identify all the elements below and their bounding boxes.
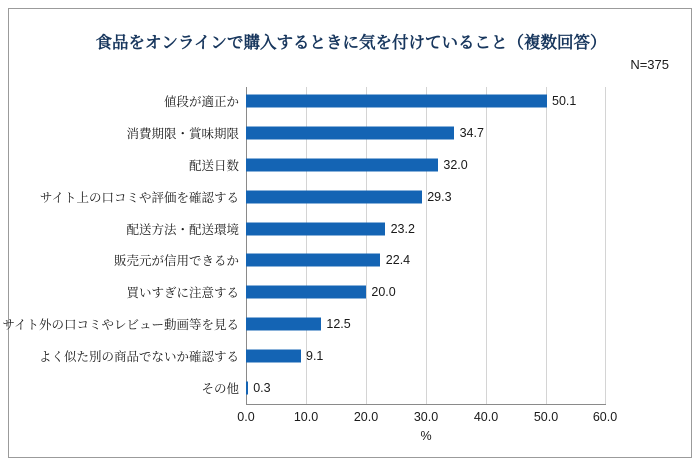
bar	[246, 95, 547, 108]
category-label: サイト上の口コミや評価を確認する	[39, 190, 239, 205]
x-axis-label: %	[420, 429, 432, 443]
value-label: 34.7	[459, 126, 484, 141]
bar-row	[126, 214, 606, 243]
x-tick-label: 10.0	[293, 410, 319, 424]
value-label: 9.1	[306, 348, 324, 363]
category-label: サイト外の口コミやレビュー動画等を見る	[2, 318, 239, 333]
x-tick-label: 30.0	[413, 410, 439, 424]
bar-row	[113, 246, 606, 275]
plot-area	[2, 87, 618, 424]
bar	[246, 381, 248, 394]
value-label: 20.0	[371, 285, 396, 300]
value-label: 0.3	[253, 380, 271, 395]
bar-row	[126, 278, 606, 307]
bar-row	[163, 87, 606, 116]
bar-row	[188, 151, 606, 180]
value-label: 22.4	[385, 253, 411, 268]
bar-row	[2, 310, 606, 339]
bar-row	[39, 182, 606, 211]
bar	[246, 318, 321, 331]
bar	[246, 190, 422, 203]
x-tick-label: 0.0	[237, 410, 255, 424]
bar	[246, 222, 385, 235]
category-label: 配送方法・配送環境	[126, 222, 239, 237]
category-label: 買いすぎに注意する	[126, 286, 239, 301]
x-tick-label: 60.0	[592, 410, 618, 424]
bar-row	[126, 119, 606, 148]
sample-size-annotation: N=375	[630, 57, 669, 72]
value-label: 12.5	[326, 317, 351, 332]
category-label: よく似た別の商品でないか確認する	[38, 349, 239, 364]
category-label: 消費期限・賞味期限	[126, 127, 239, 142]
value-label: 23.2	[390, 221, 415, 236]
x-tick-label: 40.0	[473, 410, 499, 424]
value-label: 50.1	[552, 94, 577, 109]
category-label: 販売元が信用できるか	[113, 254, 239, 269]
chart-frame	[2, 8, 692, 458]
bar-row	[201, 373, 606, 402]
bar	[246, 127, 454, 140]
bar-row	[38, 341, 606, 370]
x-axis-line	[246, 404, 606, 405]
category-label: その他	[201, 381, 239, 396]
x-tick-label: 20.0	[353, 410, 379, 424]
bar	[246, 349, 301, 362]
x-tick-label: 50.0	[533, 410, 559, 424]
value-label: 29.3	[427, 189, 452, 204]
bar	[246, 159, 438, 172]
bar	[246, 254, 380, 267]
chart-title: 食品をオンラインで購入するときに気を付けていること（複数回答）	[95, 34, 607, 52]
bar	[246, 286, 366, 299]
value-label: 32.0	[443, 158, 468, 173]
category-label: 値段が適正か	[163, 95, 239, 110]
category-label: 配送日数	[188, 159, 239, 174]
